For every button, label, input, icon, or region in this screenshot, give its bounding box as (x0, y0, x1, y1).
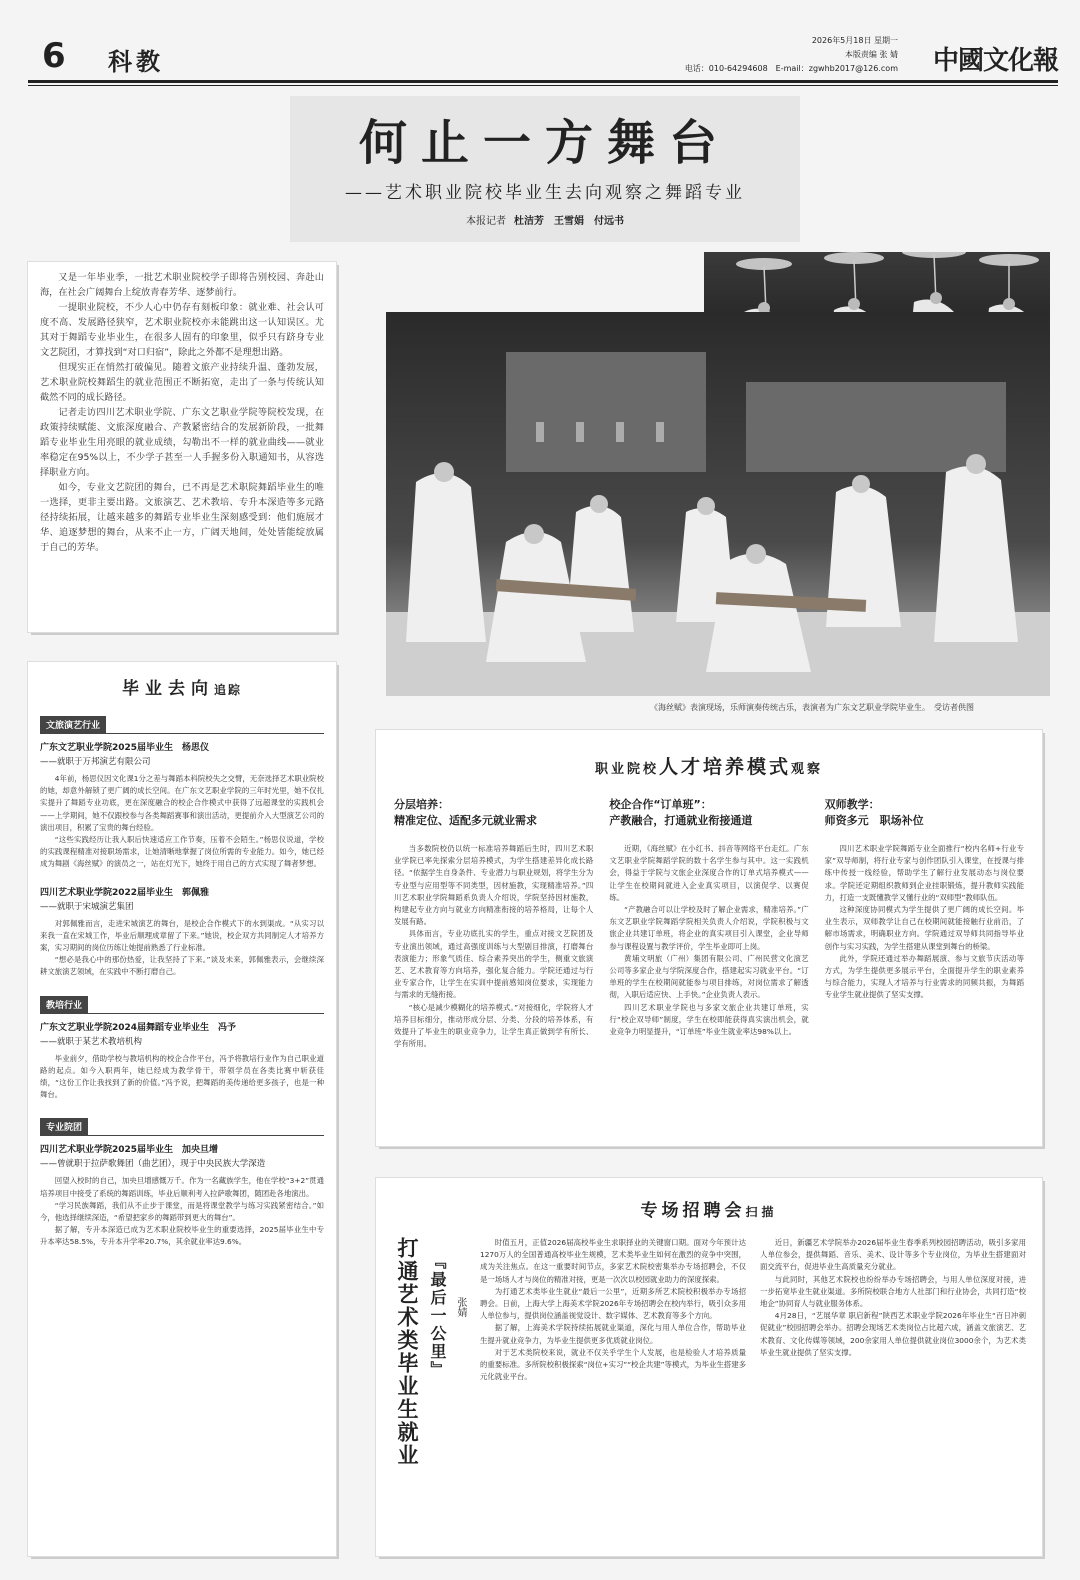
industry-tag: 教培行业 (40, 996, 88, 1013)
recruit-paragraph: 近日，新疆艺术学院举办2026届毕业生春季系列校园招聘活动，吸引多家用人单位参会，提供舞蹈、音乐、美术、设计等多个专业岗位，为毕业生搭建面对面交流平台，促进毕业生高质量充分就业。 (760, 1238, 1026, 1272)
graduate-name: 四川艺术职业学院2025届毕业生 加央旦增 (40, 1145, 219, 1156)
recruit-title-main: 专场招聘会 (640, 1201, 746, 1221)
recruit-paragraph: 为打通艺术类毕业生就业“最后一公里”，近期多所艺术院校积极举办专场招聘会。日前，上海大学上海美术学院2026年专场招聘会在校内举行，吸引众多用人单位参与，提供岗位涵盖视觉设计、数字媒体、艺术教育等多个方向。 (480, 1286, 746, 1321)
graduate-story: “这些实践经历让我入职后快速适应工作节奏，压着不会陌生。”杨思仪说道，学校的实践课程精准对接职场需求，让她清晰地掌握了岗位所需的专业能力。如今，她已经成为舞剧《海丝赋》的演员之一，站在灯光下，她终于用自己的方式实现了舞者梦想。 (40, 835, 324, 869)
intro-paragraph: 如今，专业文艺院团的舞台，已不再是艺术职院舞蹈毕业生的唯一选择，更非主要出路。文旅演艺、艺术教培、专升本深造等多元路径持续拓展，让越来越多的舞蹈专业毕业生深刻感受到：他们施展才华、追逐梦想的舞台，从来不止一方，广阔天地间，处处皆能绽放属于自己的芳华。 (40, 482, 324, 553)
graduate-employer: ——就职于宋城演艺集团 (40, 901, 134, 912)
graduate-story: “学习民族舞蹈，我们从不止步于课堂，而是将课堂教学与练习实践紧密结合。”如今，他选择继续深造，“希望把家乡的舞蹈带到更大的舞台”。 (40, 1200, 324, 1223)
model-heading-2: 产教融合，打通就业衔接通道 (609, 814, 753, 827)
intro-text (40, 270, 324, 555)
recruit-columns (480, 1237, 1026, 1467)
graduate-story: 对郭佩雅而言，走进宋城演艺的舞台，是校企合作模式下的水到渠成。“从实习以来我一直在宋城工作，毕业后顺理成章留了下来。”她说，校企双方共同制定人才培养方案，实习期间的岗位历练让她提前熟悉了行业标准。 (40, 918, 324, 953)
graduate-name: 广东文艺职业学院2025届毕业生 杨思仪 (40, 743, 210, 753)
model-column (825, 797, 1024, 1050)
model-column (609, 797, 808, 1050)
byline (290, 212, 800, 227)
model-heading-2: 师资多元 职场补位 (824, 814, 924, 827)
tracking-box (28, 662, 336, 1556)
byline-prefix: 本报记者 (466, 216, 506, 227)
recruit-column (480, 1237, 746, 1467)
tracking-section-tag (40, 993, 324, 1014)
industry-tag: 文旅演艺行业 (40, 716, 106, 733)
issue-date: 2026年5月18日 星期一 (811, 36, 898, 45)
models-title-prefix: 职业院校 (594, 762, 659, 777)
recruit-vertical-sub: 『最后一公里』 (428, 1253, 447, 1379)
header-rule (28, 80, 1058, 83)
recruit-paragraph: 与此同时，其他艺术院校也纷纷举办专场招聘会，与用人单位深度对接，进一步拓宽毕业生就业渠道。多所院校联合地方人社部门和行业协会，共同打造“校地企”协同育人与就业服务体系。 (760, 1274, 1026, 1309)
graduate-story: 回望入校时的自己，加央旦增感慨万千。作为一名藏族学生，他在学校“3+2”贯通培养项目中接受了系统的舞蹈训练，毕业后顺利考入拉萨歌舞团，随团赴各地演出。 (40, 1176, 324, 1198)
model-paragraph: 四川艺术职业学院舞蹈专业全面推行“校内名师+行业专家”双导师制，将行业专家与创作团队引入课堂，在授课与排练中传授一线经验，帮助学生了解行业发展动态与岗位要求。学院还定期组织教师到企业挂职锻炼，提升教师实践能力，打造一支既懂教学又懂行业的“双师型”教师队伍。 (824, 844, 1024, 902)
byline-names: 杜洁芳 王雪娟 付远书 (514, 216, 624, 227)
intro-paragraph: 一提职业院校，不少人心中仍存有刻板印象：就业难、社会认可度不高、发展路径狭窄，艺术职业院校亦未能跳出这一认知误区。尤其对于舞蹈专业毕业生，在很多人固有的印象里，似乎只有跻身专业文艺院团，才算找到“对口归宿”，除此之外都不是理想出路。 (40, 302, 324, 358)
header-meta (685, 34, 898, 76)
model-paragraph: “核心是减少模糊化的培养模式。”对接细化，学院将人才培养目标细分，推动形成分层、分类、分段的培养体系，有效提升了毕业生的职业竞争力，让学生真正做到学有所长、学有所用。 (394, 1002, 594, 1049)
recruit-column (760, 1237, 1026, 1467)
recruit-body (392, 1237, 1026, 1467)
recruit-paragraph: 4月28日，“艺展华章 职启新程”陕西艺术职业学院2026年毕业生“百日冲刺促就业”校园招聘会举办。招聘会现场艺术类岗位占比超六成，涵盖文旅演艺、艺术教育、文化传媒等领域，200余家用人单位提供就业岗位3000余个，为艺术类毕业生就业提供了坚实支撑。 (760, 1311, 1026, 1357)
industry-tag: 专业院团 (40, 1118, 88, 1135)
graduate-employer: ——就职于万邦演艺有限公司 (40, 757, 151, 767)
model-heading-2: 精准定位、适配多元就业需求 (394, 814, 537, 827)
intro-box (28, 262, 336, 632)
tracking-title: 毕业去向 (121, 679, 214, 699)
models-title-suffix: 观察 (791, 762, 824, 777)
tracking-header (40, 674, 324, 699)
model-column (394, 797, 593, 1050)
tracking-section-tag (40, 713, 324, 734)
model-paragraph: “产教融合可以让学校及时了解企业需求，精准培养。”广东文艺职业学院舞蹈学院相关负责人介绍说，学院积极与文旅企业共建订单班，将企业的真实项目引入课堂，企业导师参与课程设置与教学评价，学生毕业即可上岗。 (609, 905, 809, 951)
tracking-sections (40, 713, 324, 1257)
graduate-employer: ——就职于某艺术教培机构 (40, 1036, 143, 1047)
graduate-story: 4年前，杨思仪因文化课1分之差与舞蹈本科院校失之交臂，无奈选择艺术职业院校的她，却意外解锁了更广阔的成长空间。在广东文艺职业学院的三年时光里，她不仅扎实提升了舞蹈专业功底，更在深度融合的校企合作模式中获得了远超课堂的实践机会——上学期间，她不仅跟校参与各类舞蹈赛事和演出活动，更提前介入大型演艺公司的演出项目，积累了宝贵的舞台经验。 (40, 774, 324, 832)
model-paragraph: 黄埔文明旅（广州）集团有限公司、广州民营文化演艺公司等多家企业与学院深度合作，搭建起实习就业平台。“订单班的学生在校期间就能参与项目排练，对岗位需求了解透彻，入职后适应快、上手快。”企业负责人表示。 (609, 953, 809, 1000)
models-columns (394, 797, 1024, 1050)
intro-paragraph: 但现实正在悄然打破偏见。随着文旅产业持续升温、蓬勃发展，艺术职业院校舞蹈生的就业范围正不断拓宽，走出了一条与传统认知截然不同的成长路径。 (40, 362, 324, 403)
main-photo-caption: 《海丝赋》表演现场，乐师演奏传统古乐，表演者为广东文艺职业学院毕业生。 受访者供图 (650, 703, 974, 712)
recruit-box (376, 1178, 1042, 1556)
models-box (376, 730, 1042, 1146)
tracking-section-tag (40, 1115, 324, 1136)
model-heading-1: 校企合作“订单班”： (609, 798, 712, 811)
editor: 本版责编 张 婧 (844, 50, 898, 59)
recruit-header (392, 1196, 1026, 1221)
recruit-author: 张婧 (455, 1297, 466, 1317)
models-title-main: 人才培养模式 (658, 756, 791, 778)
newspaper-logo: 中國文化報 (932, 46, 1058, 76)
model-heading-1: 分层培养： (394, 798, 449, 811)
recruit-paragraph: 据了解，上海美术学院持续拓展就业渠道，深化与用人单位合作，帮助毕业生提升就业竞争力，为毕业生提供更多优质就业岗位。 (480, 1323, 746, 1345)
model-paragraph: 四川艺术职业学院也与多家文旅企业共建订单班，实行“校企双导师”制度，学生在校即能获得真实演出机会，就业竞争力明显提升，“订单班”毕业生就业率达98%以上。 (609, 1002, 809, 1037)
models-header (394, 752, 1024, 779)
model-heading-1: 双师教学： (824, 798, 880, 811)
recruit-vertical-title: 打通艺术类毕业生就业 (395, 1237, 420, 1467)
model-paragraph: 此外，学院还通过举办舞蹈展演、参与文旅节庆活动等方式，为学生提供更多展示平台，全面提升学生的职业素养与综合能力，实现人才培养与行业需求的同频共振，为舞蹈专业学生就业提供了坚实支撑。 (824, 953, 1024, 1000)
graduate-story: 毕业前夕，借助学校与教培机构的校企合作平台，冯予将教培行业作为自己职业道路的起点。如今入职两年，她已经成为教学骨干，带领学员在各类比赛中斩获佳绩，“这份工作让我找到了新的价值。”冯予说，把舞蹈的美传递给更多孩子，也是一种舞台。 (40, 1053, 324, 1100)
graduate-story: 据了解，专升本深造已成为艺术职业院校毕业生的重要选择，2025届毕业生中专升本率达58.5%，专升本升学率20.7%，其余就业率达9.6%。 (40, 1225, 324, 1247)
intro-paragraph: 又是一年毕业季，一批艺术职业院校学子即将告别校园、奔赴山海，在社会广阔舞台上绽放青春芳华、逐梦前行。 (40, 272, 324, 298)
model-paragraph: 具体而言，专业功底扎实的学生，重点对接文艺院团及专业演出领域，通过高强度训练与大型剧目排演，打磨舞台表演能力；形象气质佳、综合素养突出的学生，侧重文旅演艺、艺术教育等方向培养，强化复合能力。学院还通过与行业专家合作，让学生在实训中提前感知岗位要求，实现能力与需求的无缝衔接。 (394, 929, 594, 1000)
model-paragraph: 近期，《海丝赋》在小红书、抖音等网络平台走红。广东文艺职业学院舞蹈学院的数十名学生参与其中。这一实践机会，得益于学院与文旅企业深度合作的订单式培养模式——让学生在校期间就进入企业真实项目，以演促学、以赛促练。 (609, 844, 809, 902)
contact: 电话：010-64294608 E-mail：zgwhb2017@126.com (684, 64, 898, 73)
header-rule-thin (28, 85, 1058, 86)
page-title: 何止一方舞台 (358, 115, 731, 171)
intro-paragraph: 记者走访四川艺术职业学院、广东文艺职业学院等院校发现，在政策持续赋能、文旅深度融合、产教紧密结合的发展新阶段，一批舞蹈专业毕业生用亮眼的就业成绩，勾勒出不一样的就业曲线——就业率稳定在95%以上，不少学子甚至一人手握多份入职通知书，从容选择职业方向。 (40, 407, 324, 478)
model-paragraph: 这种深度协同模式为学生提供了更广阔的成长空间。毕业生表示，双师教学让自己在校期间就能接触行业前沿，了解市场需求，明确职业方向。学院通过双导师共同指导毕业创作与实习实践，为学生搭建从课堂到舞台的桥梁。 (824, 905, 1024, 951)
graduate-name: 广东文艺职业学院2024届舞蹈专业毕业生 冯予 (40, 1022, 237, 1033)
recruit-vertical-title-block (392, 1237, 466, 1467)
graduate-employer: ——曾就职于拉萨歌舞团（曲艺团），现于中央民族大学深造 (40, 1159, 266, 1170)
page-subtitle: ——艺术职业院校毕业生去向观察之舞蹈专业 (345, 183, 745, 203)
tracking-title-suffix: 追踪 (213, 683, 242, 697)
graduate-story: “想必是我心中的那份热爱，让我坚持了下来。”谈及未来，郭佩雅表示，会继续深耕文旅演艺领域，在实践中不断打磨自己。 (40, 955, 324, 977)
photo-main-performance (386, 312, 1050, 696)
recruit-title-suffix: 扫描 (745, 1205, 778, 1219)
graduate-name: 四川艺术职业学院2022届毕业生 郭佩雅 (40, 887, 210, 898)
recruit-paragraph: 对于艺术类院校来说，就业不仅关乎学生个人发展，也是检验人才培养质量的重要标准。多所院校积极探索“岗位+实习”“校企共建”等模式，为毕业生搭建多元化就业平台。 (480, 1347, 746, 1382)
page-number: 6 (42, 36, 66, 76)
model-paragraph: 当多数院校仍以统一标准培养舞蹈后生时，四川艺术职业学院已率先探索分层培养模式，为学生搭建差异化成长路径。“依据学生自身条件、专业潜力与职业规划，将学生分为专业型与应用型等不同类型，因材施教，实现精准培养。”四川艺术职业学院舞蹈系负责人介绍说，学院坚持因材施教，构建起专业方向与就业方向精准衔接的培养格局，让每个人发展有路。 (394, 844, 594, 927)
page-header (28, 28, 1058, 83)
section-name: 科教 (108, 47, 164, 76)
recruit-paragraph: 时值五月，正值2026届高校毕业生求职择业的关键窗口期。面对今年预计达1270万人的全国普通高校毕业生规模，艺术类毕业生如何在激烈的竞争中突围，成为关注焦点。在这一重要时间节点，多家艺术院校密集举办专场招聘会，不仅是一场场人才与岗位的精准对接，更是一次次以校园就业助力的深度探索。 (480, 1238, 746, 1284)
